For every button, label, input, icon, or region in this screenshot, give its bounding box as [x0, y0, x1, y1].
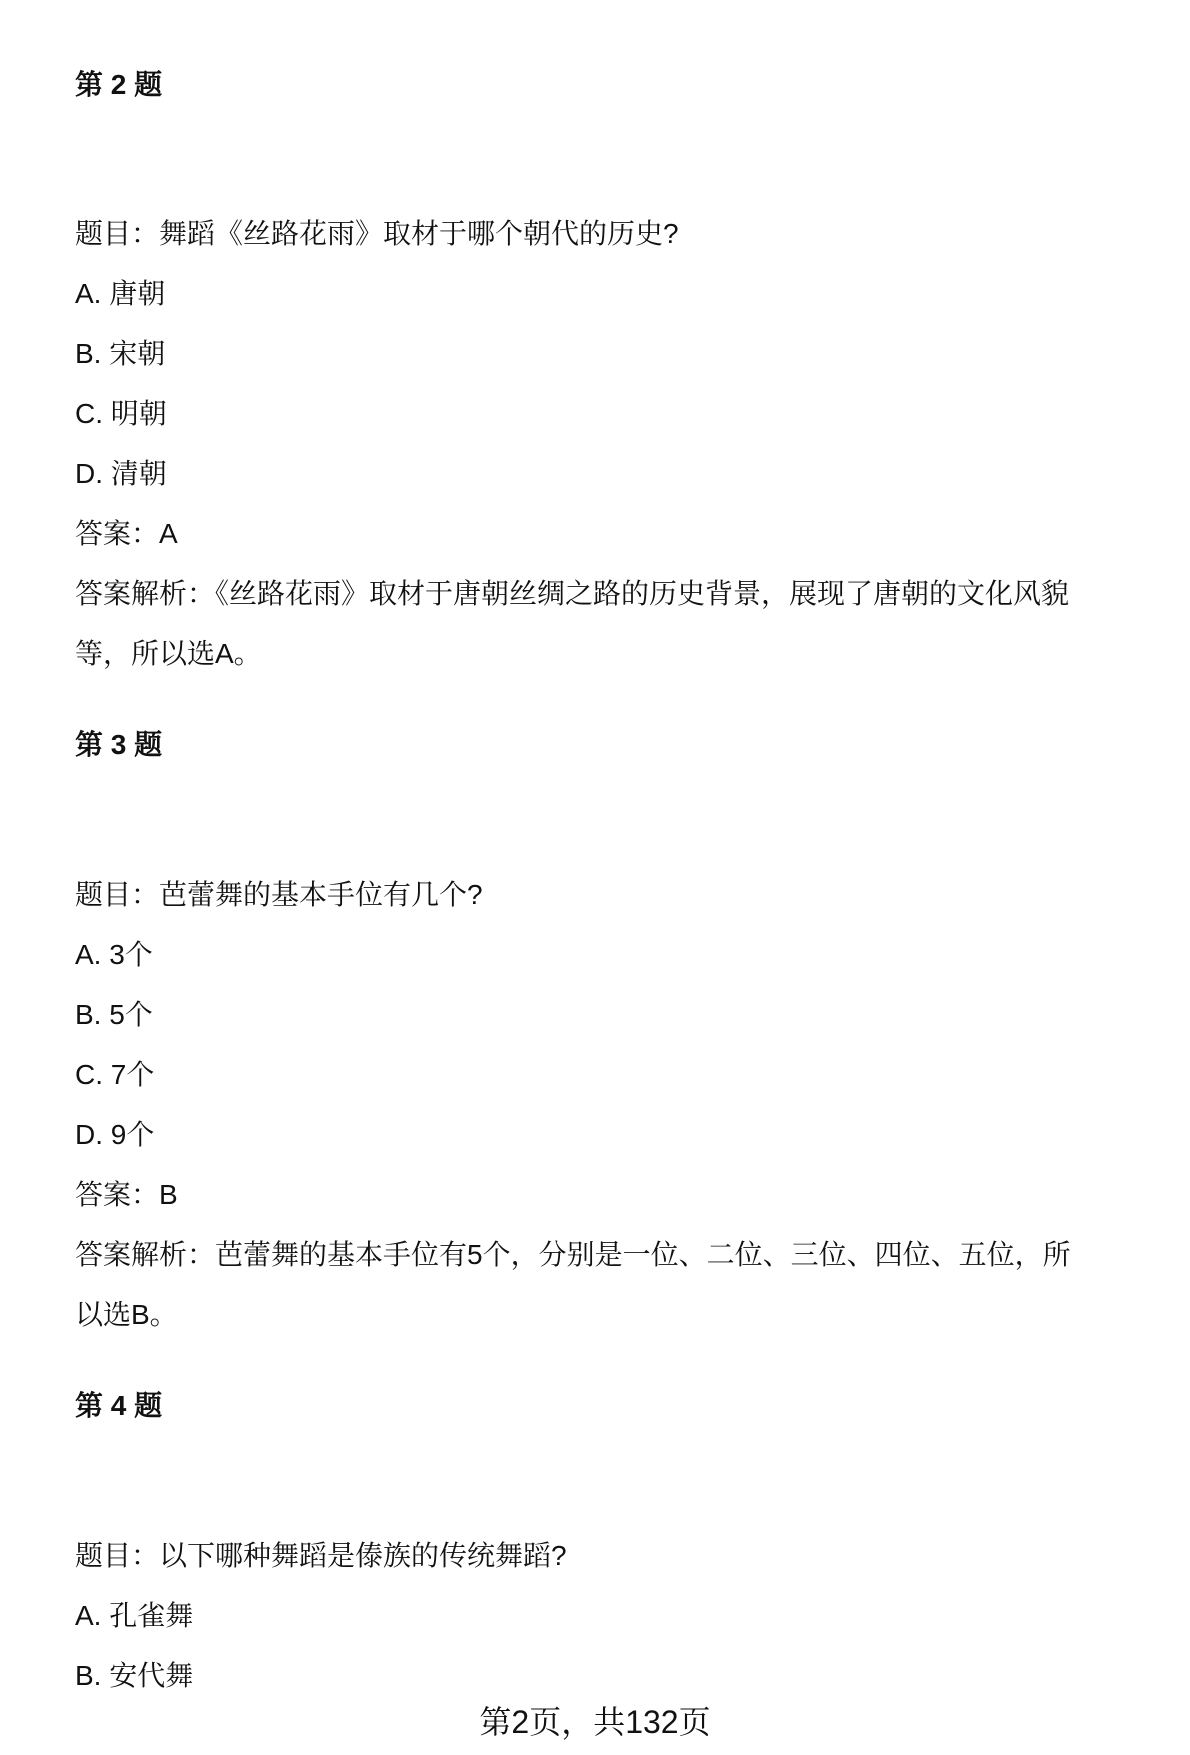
- option-b: B. 安代舞: [75, 1660, 194, 1691]
- option-a: A. 唐朝: [75, 278, 166, 309]
- question-heading: 第 3 题: [75, 729, 163, 760]
- option-b: B. 5个: [75, 999, 153, 1030]
- question-stem: 题目：舞蹈《丝路花雨》取材于哪个朝代的历史?: [75, 218, 679, 249]
- option-a: A. 孔雀舞: [75, 1600, 194, 1631]
- explanation-line-2: 以选B。: [75, 1299, 178, 1330]
- option-d: D. 清朝: [75, 458, 167, 489]
- explanation-line-1: 答案解析：芭蕾舞的基本手位有5个，分别是一位、二位、三位、四位、五位，所: [75, 1239, 1071, 1270]
- question-stem: 题目：以下哪种舞蹈是傣族的传统舞蹈?: [75, 1540, 567, 1571]
- explanation-line-1: 答案解析：《丝路花雨》取材于唐朝丝绸之路的历史背景，展现了唐朝的文化风貌: [75, 578, 1070, 609]
- option-d: D. 9个: [75, 1119, 155, 1150]
- option-b: B. 宋朝: [75, 338, 166, 369]
- question-heading: 第 2 题: [75, 69, 163, 100]
- option-c: C. 明朝: [75, 398, 167, 429]
- page-number: 第2页，共132页: [479, 1704, 711, 1740]
- explanation-line-2: 等，所以选A。: [75, 638, 262, 669]
- answer: 答案：B: [75, 1179, 178, 1210]
- question-stem: 题目：芭蕾舞的基本手位有几个?: [75, 879, 483, 910]
- option-c: C. 7个: [75, 1059, 155, 1090]
- option-a: A. 3个: [75, 939, 153, 970]
- question-heading: 第 4 题: [75, 1390, 163, 1421]
- answer: 答案：A: [75, 518, 178, 549]
